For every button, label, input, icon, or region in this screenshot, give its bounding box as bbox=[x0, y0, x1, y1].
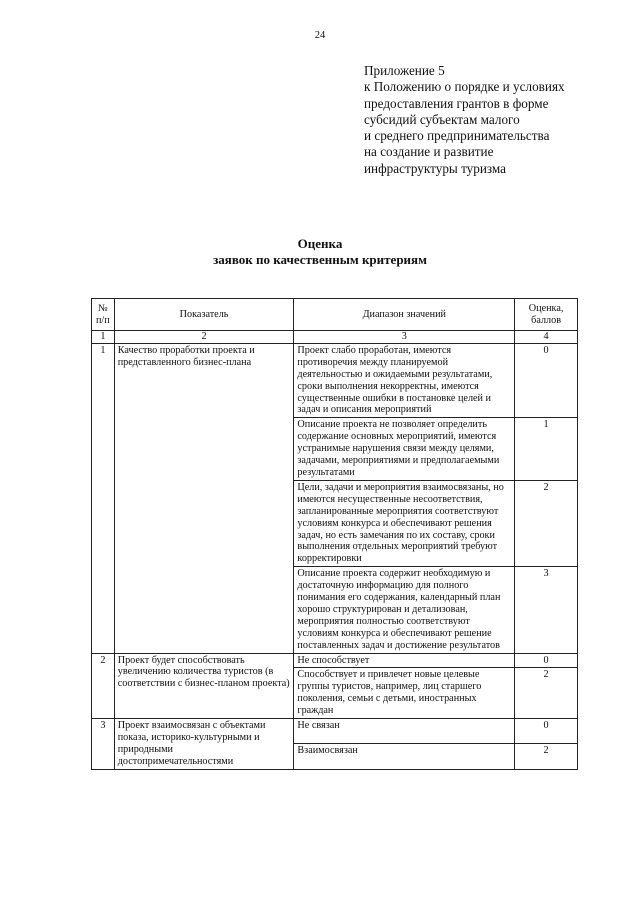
header-score: Оценка, баллов bbox=[515, 299, 578, 331]
range-score: 0 bbox=[515, 653, 578, 668]
range-text: Описание проекта не позволяет определить содержание основных мероприятий, имеются устранимые нарушения связи между целями, задачами, мероприятиями и предполагаемыми результатами bbox=[294, 418, 515, 481]
document-title bbox=[0, 236, 640, 268]
range-text: Описание проекта содержит необходимую и достаточную информацию для полного понимания его содержания, календарный план хорошо структурирован и детализован, мероприятия полностью соответствуют условиям конкурса и обеспечивают решение поставленных задач и достижение результатов bbox=[294, 567, 515, 653]
criteria-table bbox=[91, 298, 578, 770]
range-score: 2 bbox=[515, 744, 578, 769]
col-number: 2 bbox=[114, 331, 294, 344]
range-score: 2 bbox=[515, 668, 578, 719]
range-score: 3 bbox=[515, 567, 578, 653]
table-row bbox=[92, 343, 578, 417]
appendix-line: субсидий субъектам малого bbox=[364, 111, 520, 127]
range-text: Не способствует bbox=[294, 653, 515, 668]
appendix-block bbox=[364, 63, 624, 177]
range-score: 2 bbox=[515, 480, 578, 566]
range-text: Способствует и привлечет новые целевые группы туристов, например, лиц старшего поколения, семьи с детьми, иностранных граждан bbox=[294, 668, 515, 719]
col-number: 3 bbox=[294, 331, 515, 344]
header-num: № п/п bbox=[92, 299, 115, 331]
range-score: 0 bbox=[515, 343, 578, 417]
appendix-line: Приложение 5 bbox=[364, 63, 445, 78]
range-score: 0 bbox=[515, 719, 578, 744]
range-text: Цели, задачи и мероприятия взаимосвязаны, но имеются несущественные несоответствия, запланированные мероприятия соответствуют условиям конкурса и обеспечивают решения задач, но есть замечания по их составу, сроки выполнения отдельных мероприятий требуют корректировки bbox=[294, 480, 515, 566]
appendix-line: предоставления грантов в форме bbox=[364, 95, 549, 111]
header-range: Диапазон значений bbox=[294, 299, 515, 331]
range-score: 1 bbox=[515, 418, 578, 481]
title-line-1: Оценка bbox=[297, 236, 343, 251]
table-header-row bbox=[92, 299, 578, 331]
col-number: 1 bbox=[92, 331, 115, 344]
range-text: Не связан bbox=[294, 719, 515, 744]
appendix-line: на создание и развитие bbox=[364, 144, 494, 160]
col-number: 4 bbox=[515, 331, 578, 344]
row-indicator: Качество проработки проекта и представленного бизнес-плана bbox=[114, 343, 294, 653]
row-number: 3 bbox=[92, 719, 115, 770]
range-text: Проект слабо проработан, имеются противоречия между планируемой деятельностью и ожидаемыми результатами, сроки выполнения некорректны, имеются существенные ошибки в постановке целей и задач и описания мероприятий bbox=[294, 343, 515, 417]
row-number: 1 bbox=[92, 343, 115, 653]
page-number: 24 bbox=[314, 30, 326, 41]
row-indicator: Проект взаимосвязан с объектами показа, историко-культурными и природными достопримечательностями bbox=[114, 719, 294, 770]
column-numbers-row bbox=[92, 331, 578, 344]
title-line-2: заявок по качественным критериям bbox=[213, 252, 427, 267]
table-row bbox=[92, 653, 578, 668]
appendix-line: к Положению о порядке и условиях bbox=[364, 79, 565, 95]
header-indicator: Показатель bbox=[114, 299, 294, 331]
row-indicator: Проект будет способствовать увеличению количества туристов (в соответствии с бизнес-планом проекта) bbox=[114, 653, 294, 719]
appendix-line: и среднего предпринимательства bbox=[364, 128, 550, 144]
row-number: 2 bbox=[92, 653, 115, 719]
appendix-line: инфраструктуры туризма bbox=[364, 160, 507, 176]
table-row bbox=[92, 719, 578, 744]
range-text: Взаимосвязан bbox=[294, 744, 515, 769]
